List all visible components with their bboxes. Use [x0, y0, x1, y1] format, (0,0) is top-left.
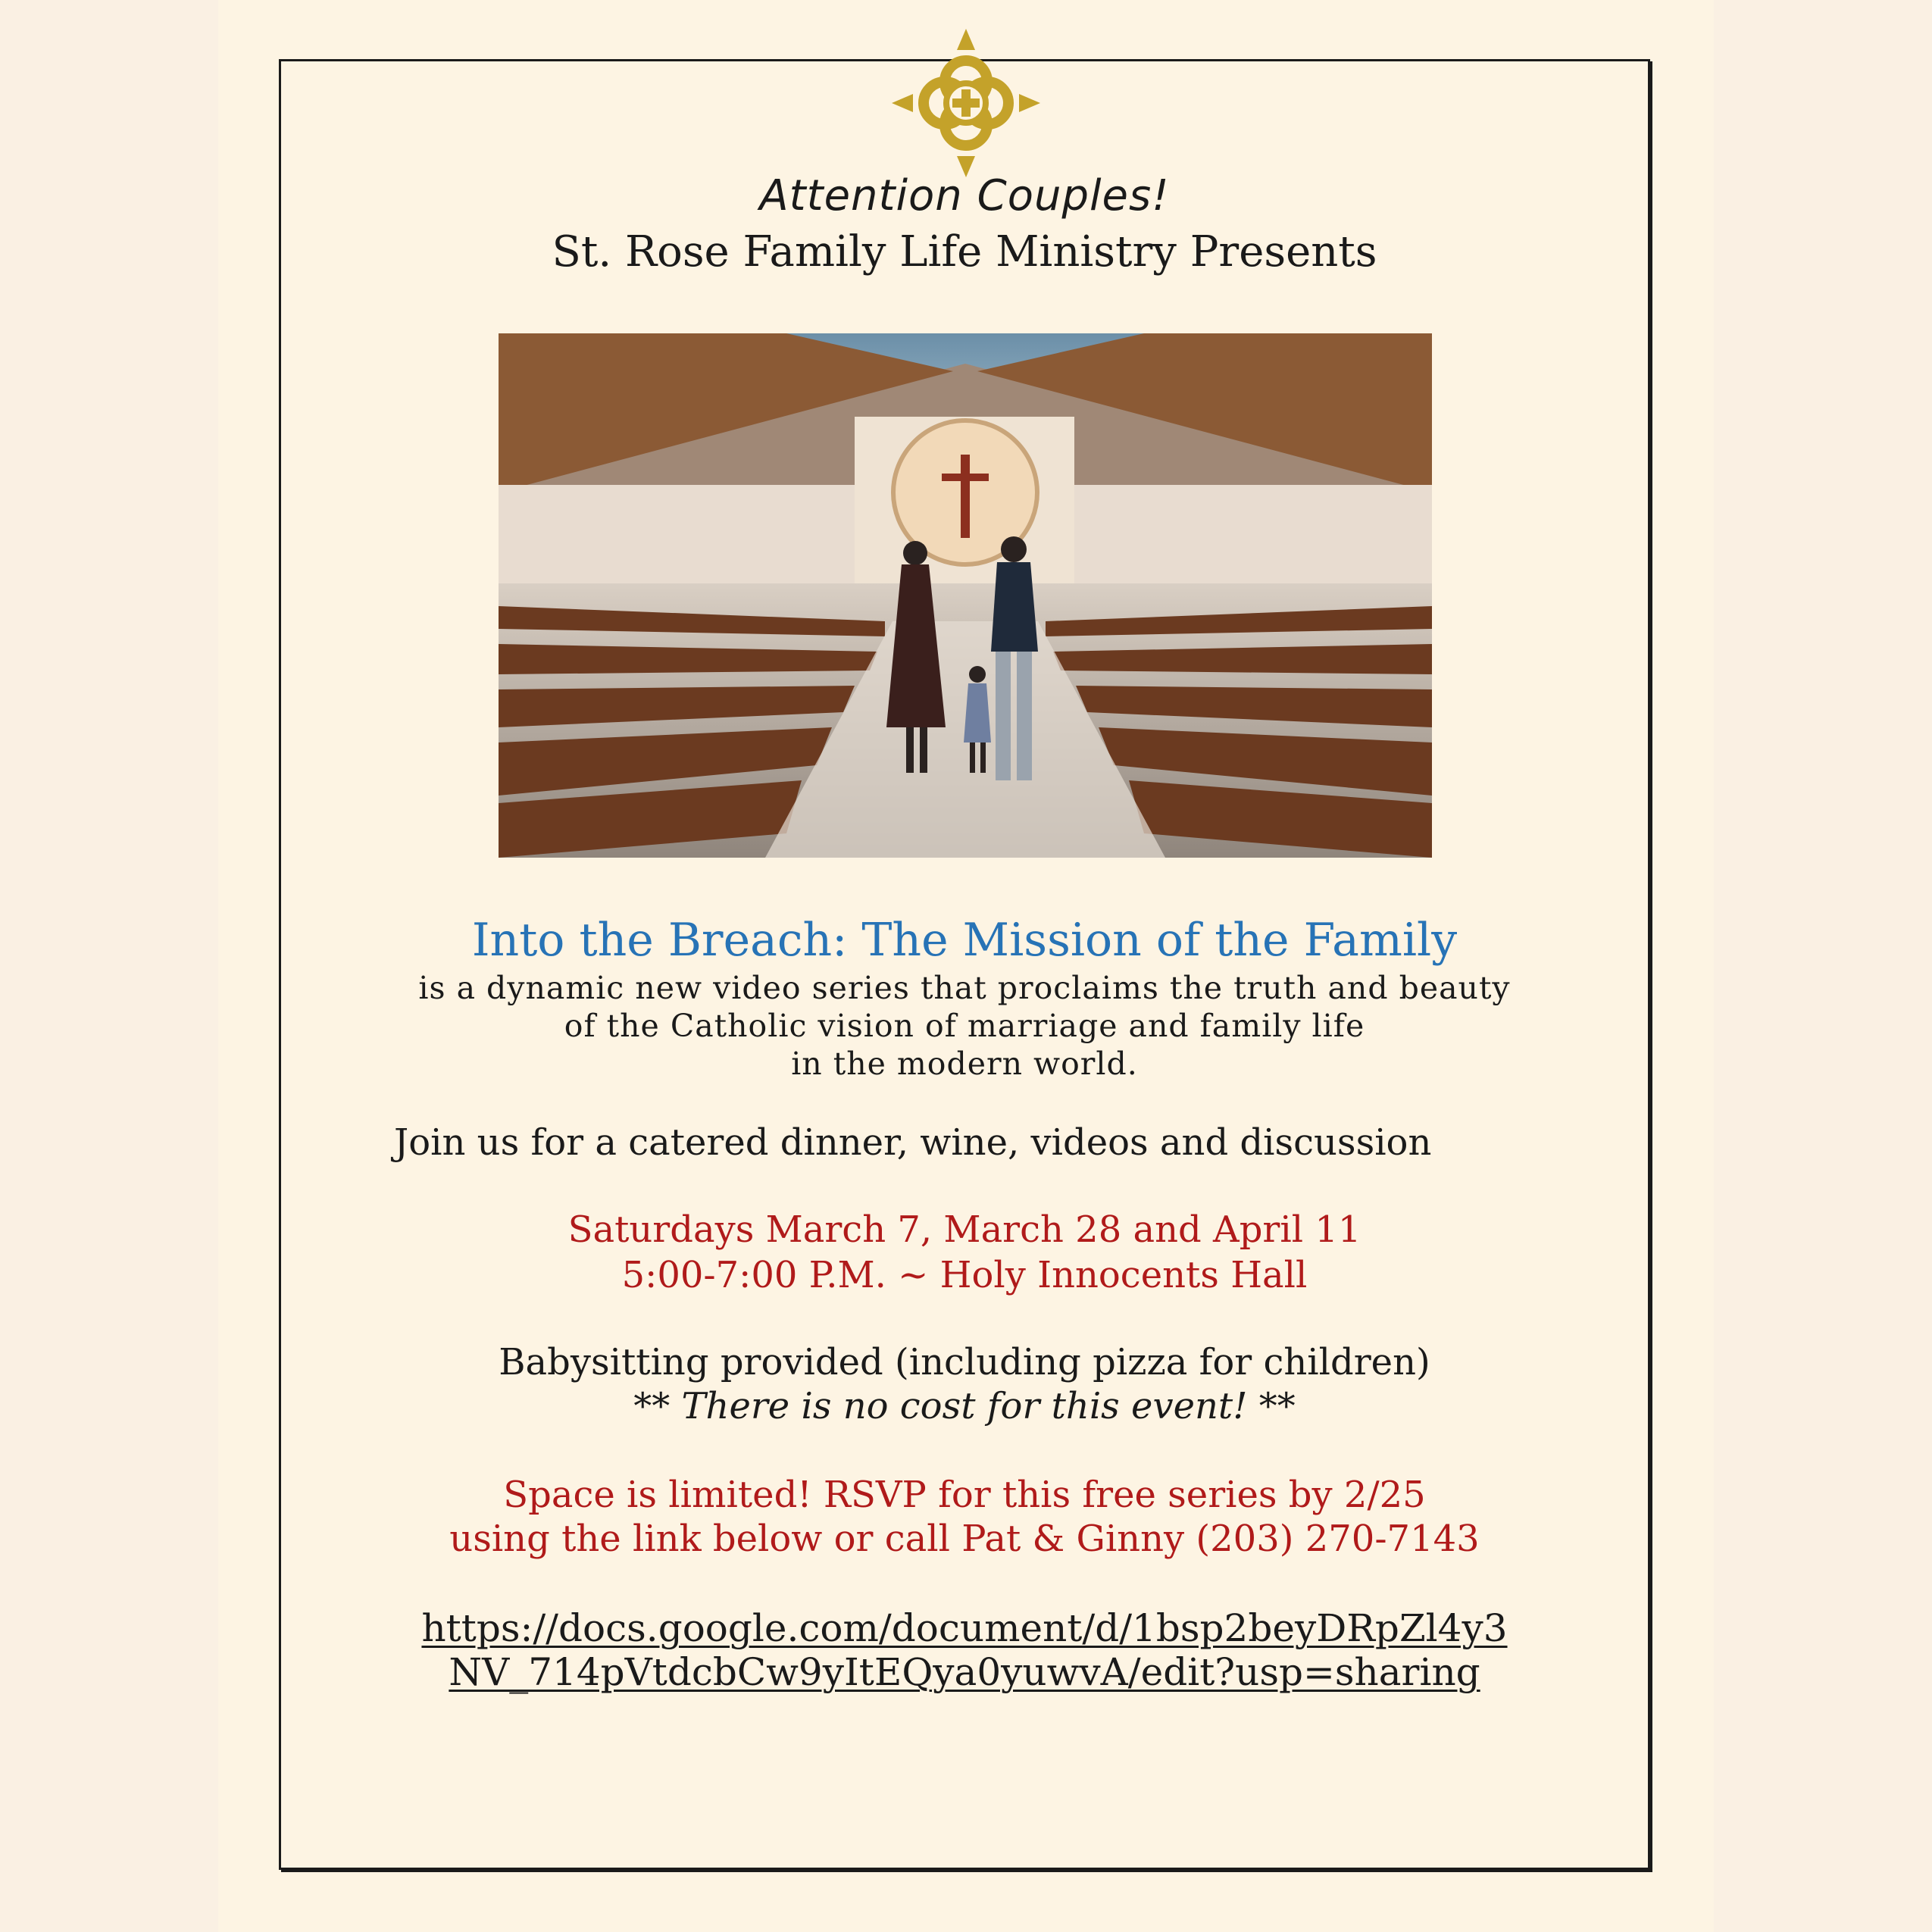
event-time-place: 5:00-7:00 P.M. ~ Holy Innocents Hall — [621, 1254, 1308, 1296]
event-dates: Saturdays March 7, March 28 and April 11 — [567, 1208, 1361, 1251]
rsvp-contact: using the link below or call Pat & Ginny (203) 270-7143 — [449, 1518, 1480, 1560]
church-interior-family-photo — [499, 333, 1432, 858]
rsvp-link-line-2[interactable]: NV_714pVtdcbCw9yItEQya0yuwvA/edit?usp=sharing — [449, 1650, 1480, 1694]
rsvp-link-line-1[interactable]: https://docs.google.com/document/d/1bsp2beyDRpZl4y3 — [421, 1606, 1508, 1650]
series-description-line: of the Catholic vision of marriage and family life — [564, 1008, 1365, 1044]
series-description-line: is a dynamic new video series that proclaims the truth and beauty — [418, 970, 1511, 1006]
join-invitation: Join us for a catered dinner, wine, videos and discussion — [394, 1121, 1432, 1164]
space-limited-note: Space is limited! RSVP for this free series by 2/25 — [503, 1474, 1426, 1516]
gold-quatrefoil-cross-icon — [890, 27, 1042, 179]
attention-heading: Attention Couples! — [759, 171, 1170, 220]
series-description-line: in the modern world. — [791, 1046, 1138, 1082]
series-title: Into the Breach: The Mission of the Family — [471, 914, 1458, 967]
babysitting-note: Babysitting provided (including pizza for children) — [499, 1341, 1430, 1383]
no-cost-note: ** There is no cost for this event! ** — [633, 1385, 1296, 1427]
ministry-presents: St. Rose Family Life Ministry Presents — [552, 227, 1377, 277]
